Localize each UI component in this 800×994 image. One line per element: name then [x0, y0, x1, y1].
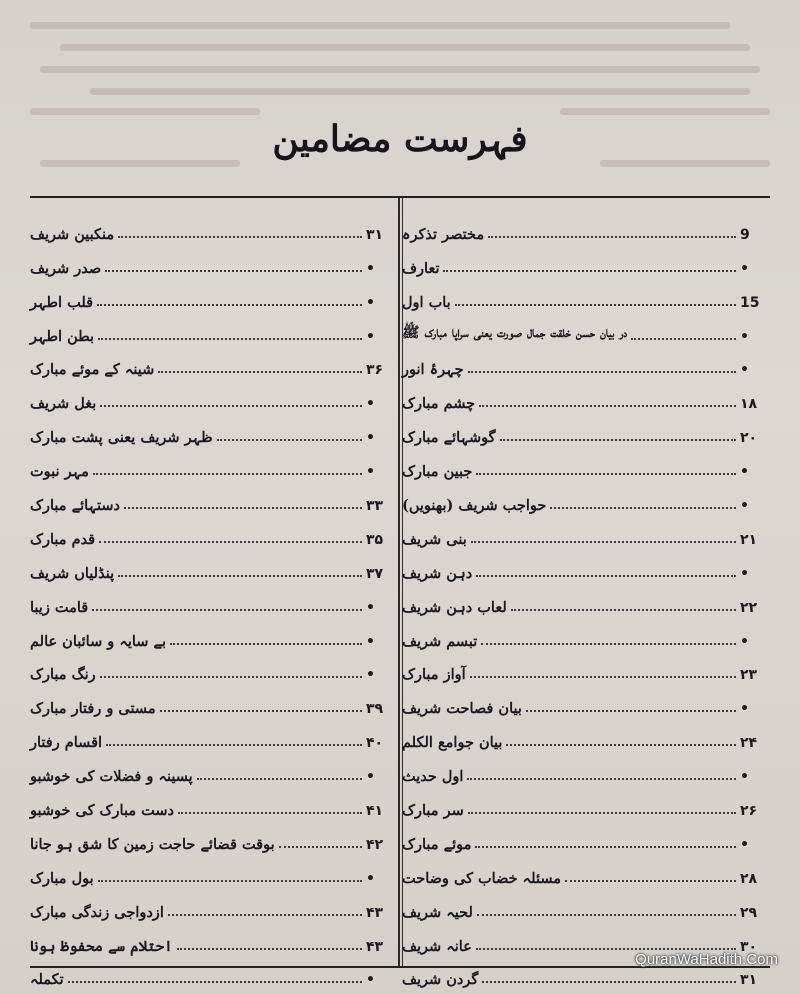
- toc-entry-title: صدر شریف: [30, 259, 102, 277]
- toc-entry-title: دستہائے مبارک: [30, 497, 121, 515]
- toc-leader-dots: [158, 371, 362, 373]
- toc-entry: [402, 415, 770, 449]
- toc-entry-title: جبین مبارک: [402, 463, 473, 481]
- toc-page-number: •: [740, 260, 749, 277]
- toc-entry-title: تعارف: [402, 259, 440, 277]
- toc-entry-title: سر مبارک: [402, 802, 464, 820]
- toc-leader-dots: [100, 405, 362, 407]
- toc-entry: [402, 246, 770, 280]
- toc-page-number: •: [366, 294, 375, 311]
- toc-page-number: ۳۰: [740, 938, 758, 955]
- toc-entry: [30, 551, 396, 585]
- toc-leader-dots: [92, 609, 362, 611]
- watermark: QuranWaHadith.Com: [635, 951, 778, 968]
- toc-leader-dots: [476, 473, 736, 475]
- toc-page-number: •: [740, 633, 749, 650]
- toc-entry-title: لعاب دہن شریف: [402, 598, 507, 616]
- toc-entry: [402, 314, 770, 348]
- toc-entry: [30, 754, 396, 788]
- toc-entry: [402, 788, 770, 822]
- toc-entry-title: بے سایہ و سائبان عالم: [30, 632, 167, 650]
- toc-leader-dots: [98, 338, 362, 340]
- toc-page-number: ۳۹: [366, 701, 384, 718]
- toc-leader-dots: [511, 609, 736, 611]
- toc-entry: [402, 856, 770, 890]
- toc-page-number: •: [740, 498, 749, 515]
- toc-entry: [402, 754, 770, 788]
- toc-entry: [30, 246, 396, 280]
- toc-page-number: ۴۳: [366, 904, 384, 921]
- toc-leader-dots: [526, 710, 736, 712]
- toc-leader-dots: [118, 236, 362, 238]
- toc-entry-title: قدم مبارک: [30, 530, 96, 548]
- toc-page-number: ۳۱: [366, 226, 384, 243]
- toc-page-number: •: [366, 430, 375, 447]
- toc-entry-title: مستی و رفتار مبارک: [30, 700, 156, 718]
- toc-page-number: ۳۱: [740, 972, 758, 989]
- toc-leader-dots: [470, 676, 736, 678]
- toc-page-number: •: [366, 633, 375, 650]
- toc-entry-title: اول حدیث: [402, 768, 464, 786]
- toc-entry: [402, 280, 770, 314]
- toc-page-number: •: [366, 396, 375, 413]
- toc-left-column: [30, 212, 396, 991]
- toc-leader-dots: [124, 507, 362, 509]
- toc-page-number: 9: [740, 226, 750, 243]
- toc-entry-title: بنی شریف: [402, 530, 467, 548]
- toc-leader-dots: [488, 236, 736, 238]
- toc-entry-title: مہر نبوت: [30, 463, 89, 481]
- toc-entry-title: قامت زیبا: [30, 598, 89, 616]
- toc-entry-title: تبسم شریف: [402, 632, 478, 650]
- toc-entry-title: منکبین شریف: [30, 225, 115, 243]
- toc-entry: [402, 822, 770, 856]
- toc-entry-title: ظہر شریف یعنی پشت مبارک: [30, 429, 213, 447]
- toc-entry-title: موئے مبارک: [402, 835, 472, 853]
- toc-entry-title: شینہ کے موئے مبارک: [30, 361, 155, 379]
- toc-page-number: •: [366, 599, 375, 616]
- toc-page-number: •: [366, 464, 375, 481]
- toc-entry: [402, 517, 770, 551]
- toc-entry: [30, 585, 396, 619]
- toc-leader-dots: [178, 812, 362, 814]
- toc-entry-title: پنڈلیاں شریف: [30, 564, 115, 582]
- toc-entry-title: بغل شریف: [30, 395, 97, 413]
- toc-page-number: •: [366, 972, 375, 989]
- toc-page-number: •: [740, 464, 749, 481]
- toc-leader-dots: [476, 575, 736, 577]
- toc-entry: [402, 619, 770, 653]
- toc-page-number: ۲۳: [740, 667, 758, 684]
- toc-leader-dots: [105, 270, 362, 272]
- toc-leader-dots: [168, 914, 362, 916]
- toc-page-number: ۴۲: [366, 836, 384, 853]
- toc-page-number: ۳۳: [366, 498, 384, 515]
- toc-entry-title: دہن شریف: [402, 564, 473, 582]
- toc-leader-dots: [476, 948, 736, 950]
- toc-leader-dots: [68, 981, 362, 983]
- toc-entry-title: دست مبارک کی خوشبو: [30, 802, 174, 820]
- toc-entry-title: چشم مبارک: [402, 395, 476, 413]
- toc-entry-title: ازدواجی زندگی مبارک: [30, 903, 164, 921]
- toc-page-number: ۴۱: [366, 803, 384, 820]
- toc-entry: [30, 348, 396, 382]
- toc-leader-dots: [98, 880, 362, 882]
- toc-leader-dots: [100, 676, 362, 678]
- toc-entry-title: اقسام رفتار: [30, 734, 103, 752]
- toc-page-number: ۲۱: [740, 531, 758, 548]
- toc-page-number: •: [366, 870, 375, 887]
- toc-right-column: [402, 212, 770, 991]
- toc-page-number: ۳۷: [366, 565, 384, 582]
- toc-entry: [30, 517, 396, 551]
- toc-entry: [402, 212, 770, 246]
- toc-page-number: •: [740, 362, 749, 379]
- toc-entry: [402, 653, 770, 687]
- toc-page-number: ۲۶: [740, 803, 758, 820]
- toc-entry-title: بیان فصاحت شریف: [402, 700, 522, 718]
- toc-leader-dots: [468, 371, 736, 373]
- toc-leader-dots: [631, 338, 736, 340]
- toc-leader-dots: [481, 643, 736, 645]
- toc-entry-title: بوقت قضائے حاجت زمین کا شق ہو جانا: [30, 835, 275, 853]
- toc-page-number: ۱۸: [740, 396, 758, 413]
- toc-page-number: ۳۶: [366, 362, 384, 379]
- toc-leader-dots: [170, 643, 362, 645]
- toc-entry: [402, 890, 770, 924]
- toc-entry-title: پسینہ و فضلات کی خوشبو: [30, 768, 193, 786]
- toc-entry: [30, 314, 396, 348]
- toc-page-number: •: [366, 328, 375, 345]
- toc-leader-dots: [217, 439, 362, 441]
- toc-leader-dots: [99, 541, 362, 543]
- toc-leader-dots: [506, 744, 736, 746]
- toc-leader-dots: [471, 541, 736, 543]
- toc-entry-title: چہرۂ انور: [402, 361, 464, 379]
- toc-entry-title: مختصر تذکرہ: [402, 225, 485, 243]
- toc-entry: [402, 348, 770, 382]
- toc-leader-dots: [118, 575, 362, 577]
- toc-page-number: •: [740, 701, 749, 718]
- toc-leader-dots: [97, 304, 362, 306]
- toc-page-number: •: [366, 769, 375, 786]
- toc-leader-dots: [93, 473, 362, 475]
- toc-entry: [30, 720, 396, 754]
- toc-page-number: ۲۸: [740, 870, 758, 887]
- toc-entry: [30, 788, 396, 822]
- toc-entry-title: رنگ مبارک: [30, 666, 96, 684]
- toc-leader-dots: [279, 846, 362, 848]
- toc-page-number: •: [740, 836, 749, 853]
- toc-page-number: ۲۰: [740, 430, 758, 447]
- toc-entry-title: در بیان حسن خلقت جمال صورت یعنی سراپا مبارک ﷺ: [402, 323, 628, 341]
- toc-entry-title: بول مبارک: [30, 869, 94, 887]
- toc-entry-title: آواز مبارک: [402, 666, 466, 684]
- toc-entry: [30, 653, 396, 687]
- toc-leader-dots: [565, 880, 736, 882]
- toc-page-number: •: [740, 328, 749, 345]
- toc-page-number: ۲۲: [740, 599, 758, 616]
- toc-leader-dots: [468, 812, 736, 814]
- toc-entry-title: تکملہ: [30, 971, 64, 989]
- toc-page-number: ۴۰: [366, 735, 384, 752]
- toc-entry-title: احتلام سے محفوظ ہونا: [30, 937, 173, 955]
- toc-entry: [402, 449, 770, 483]
- toc-entry: [30, 449, 396, 483]
- toc-entry: [30, 619, 396, 653]
- toc-leader-dots: [443, 270, 736, 272]
- toc-leader-dots: [475, 846, 736, 848]
- toc-entry-title: مسئلہ خضاب کی وضاحت: [402, 869, 562, 887]
- toc-leader-dots: [160, 710, 362, 712]
- toc-entry-title: گردن شریف: [402, 971, 479, 989]
- toc-leader-dots: [197, 778, 362, 780]
- toc-leader-dots: [455, 304, 736, 306]
- toc-entry: [402, 720, 770, 754]
- toc-entry-title: لحیہ شریف: [402, 903, 473, 921]
- toc-leader-dots: [467, 778, 736, 780]
- toc-entry: [30, 212, 396, 246]
- toc-entry-title: حواجب شریف (بھنویں): [402, 497, 547, 515]
- toc-page-number: ۲۴: [740, 735, 758, 752]
- toc-page-number: ۳۵: [366, 531, 384, 548]
- toc-leader-dots: [550, 507, 736, 509]
- toc-entry: [30, 381, 396, 415]
- toc-entry-title: گوشہائے مبارک: [402, 429, 496, 447]
- toc-entry: [402, 483, 770, 517]
- toc-leader-dots: [106, 744, 362, 746]
- toc-leader-dots: [477, 914, 736, 916]
- toc-page-number: •: [366, 260, 375, 277]
- toc-entry-title: عانہ شریف: [402, 937, 472, 955]
- toc-entry-title: بطن اطہر: [30, 327, 95, 345]
- toc-entry: [402, 551, 770, 585]
- toc-entry: [402, 585, 770, 619]
- toc-page-number: 15: [740, 294, 760, 311]
- toc-page-number: ۲۹: [740, 904, 758, 921]
- toc-entry-title: قلب اطہر: [30, 293, 94, 311]
- toc-entry-title: باب اول: [402, 293, 451, 311]
- toc-page-number: •: [366, 667, 375, 684]
- page-title: فہرست مضامین: [272, 118, 528, 160]
- toc-leader-dots: [482, 981, 736, 983]
- toc-entry: [30, 856, 396, 890]
- toc-leader-dots: [500, 439, 736, 441]
- toc-entry: [30, 280, 396, 314]
- toc-leader-dots: [177, 948, 362, 950]
- toc-leader-dots: [479, 405, 736, 407]
- toc-entry: [30, 890, 396, 924]
- toc-page-number: •: [740, 769, 749, 786]
- toc-page-number: •: [740, 565, 749, 582]
- toc-entry-title: بیان جوامع الکلم: [402, 734, 503, 752]
- toc-entry: [30, 686, 396, 720]
- toc-entry: [30, 924, 396, 958]
- toc-entry: [30, 958, 396, 992]
- toc-entry: [30, 822, 396, 856]
- toc-entry: [30, 483, 396, 517]
- toc-entry: [402, 381, 770, 415]
- toc-page-number: ۴۳: [366, 938, 384, 955]
- column-divider: [398, 198, 400, 966]
- toc-entry: [30, 415, 396, 449]
- toc-entry: [402, 686, 770, 720]
- top-rule: [30, 196, 770, 198]
